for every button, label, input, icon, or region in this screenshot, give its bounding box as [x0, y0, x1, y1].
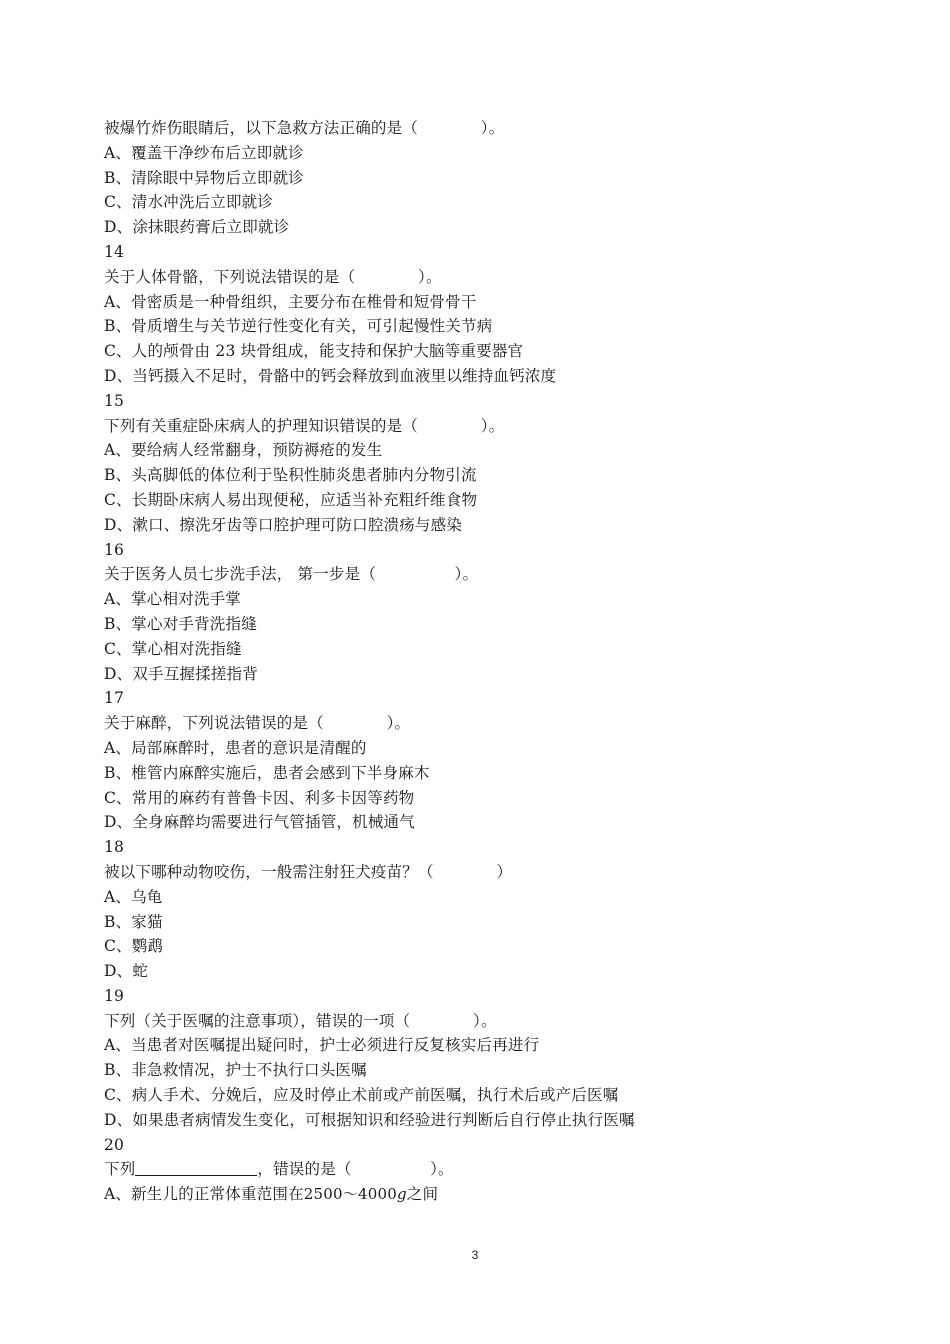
question-19-option-a: A、当患者对医嘱提出疑问时，护士必须进行反复核实后再进行	[104, 1036, 540, 1055]
question-15-option-c: C、长期卧床病人易出现便秘，应适当补充粗纤维食物	[104, 490, 478, 509]
question-17-number: 17	[104, 689, 125, 708]
question-14-option-d: D、当钙摄入不足时，骨骼中的钙会释放到血液里以维持血钙浓度	[104, 366, 557, 385]
question-16-number: 16	[104, 540, 125, 559]
question-17-option-b: B、椎管内麻醉实施后，患者会感到下半身麻木	[104, 763, 430, 782]
question-13-option-a: A、覆盖干净纱布后立即就诊	[104, 143, 304, 162]
question-20-stem-suffix: ，错误的是（ ）。	[257, 1160, 454, 1179]
page-number: 3	[471, 1248, 479, 1262]
question-18-option-a: A、乌龟	[104, 887, 163, 906]
math-range: 2500～4000	[303, 1185, 397, 1204]
question-13-stem: 被爆竹炸伤眼睛后，以下急救方法正确的是（ ）。	[104, 119, 505, 137]
question-16-option-c: C、掌心相对洗指缝	[104, 639, 242, 658]
question-19-option-c: C、病人手术、分娩后，应及时停止术前或产前医嘱，执行术后或产后医嘱	[104, 1086, 619, 1105]
question-17-stem: 关于麻醉，下列说法错误的是（ ）。	[104, 714, 411, 733]
question-19-option-b: B、非急救情况，护士不执行口头医嘱	[104, 1061, 367, 1080]
question-14-option-b: B、骨质增生与关节逆行性变化有关，可引起慢性关节病	[104, 317, 493, 336]
question-13-option-b: B、清除眼中异物后立即就诊	[104, 168, 304, 187]
question-19-number: 19	[104, 986, 125, 1005]
question-16-option-b: B、掌心对手背洗指缝	[104, 614, 257, 633]
question-18-option-d: D、蛇	[104, 962, 149, 981]
fill-in-blank-underline	[135, 1159, 257, 1176]
question-20-option-a-prefix: A、新生儿的正常体重范围在	[104, 1185, 304, 1204]
question-20-stem-prefix: 下列	[104, 1160, 136, 1179]
question-18-number: 18	[104, 838, 125, 857]
question-20-option-a	[104, 1182, 864, 1207]
question-15-number: 15	[104, 391, 125, 410]
question-14-number: 14	[104, 242, 125, 261]
question-13-option-d: D、涂抹眼药膏后立即就诊	[104, 218, 290, 237]
question-13-option-c: C、清水冲洗后立即就诊	[104, 193, 274, 212]
question-17-option-a: A、局部麻醉时，患者的意识是清醒的	[104, 738, 367, 757]
question-17-option-c: C、常用的麻药有普鲁卡因、利多卡因等药物	[104, 788, 415, 807]
question-18-option-c: C、鹦鹉	[104, 937, 164, 956]
question-14-option-a: A、骨密质是一种骨组织，主要分布在椎骨和短骨骨干	[104, 292, 477, 311]
question-14-stem: 关于人体骨骼，下列说法错误的是（ ）。	[104, 267, 442, 286]
question-17-option-d: D、全身麻醉均需要进行气管插管，机械通气	[104, 813, 415, 832]
question-20-number: 20	[104, 1135, 125, 1154]
question-19-stem: 下列（关于医嘱的注意事项），错误的一项（ ）。	[104, 1011, 497, 1030]
question-16-option-d: D、双手互握揉搓指背	[104, 664, 258, 683]
question-15-option-d: D、漱口、擦洗牙齿等口腔护理可防口腔溃疡与感染	[104, 515, 463, 534]
question-18-option-b: B、家猫	[104, 912, 163, 931]
question-19-option-d: D、如果患者病情发生变化，可根据知识和经验进行判断后自行停止执行医嘱	[104, 1110, 635, 1129]
question-14-option-c: C、人的颅骨由 23 块骨组成，能支持和保护大脑等重要器官	[104, 342, 524, 361]
question-20-option-a-suffix: 之间	[406, 1185, 439, 1204]
math-formula	[304, 1185, 407, 1203]
question-15-stem: 下列有关重症卧床病人的护理知识错误的是（ ）。	[104, 416, 505, 435]
question-15-option-b: B、头高脚低的体位利于坠积性肺炎患者肺内分物引流	[104, 466, 477, 485]
question-15-option-a: A、要给病人经常翻身，预防褥疮的发生	[104, 441, 383, 460]
question-18-stem: 被以下哪种动物咬伤，一般需注射狂犬疫苗？（ ）	[104, 862, 513, 881]
question-16-option-a: A、掌心相对洗手掌	[104, 590, 241, 609]
question-20-stem	[104, 1157, 864, 1182]
question-16-stem: 关于医务人员七步洗手法， 第一步是（ ）。	[104, 565, 479, 584]
math-unit: g	[396, 1185, 407, 1204]
question-list	[104, 116, 864, 1207]
